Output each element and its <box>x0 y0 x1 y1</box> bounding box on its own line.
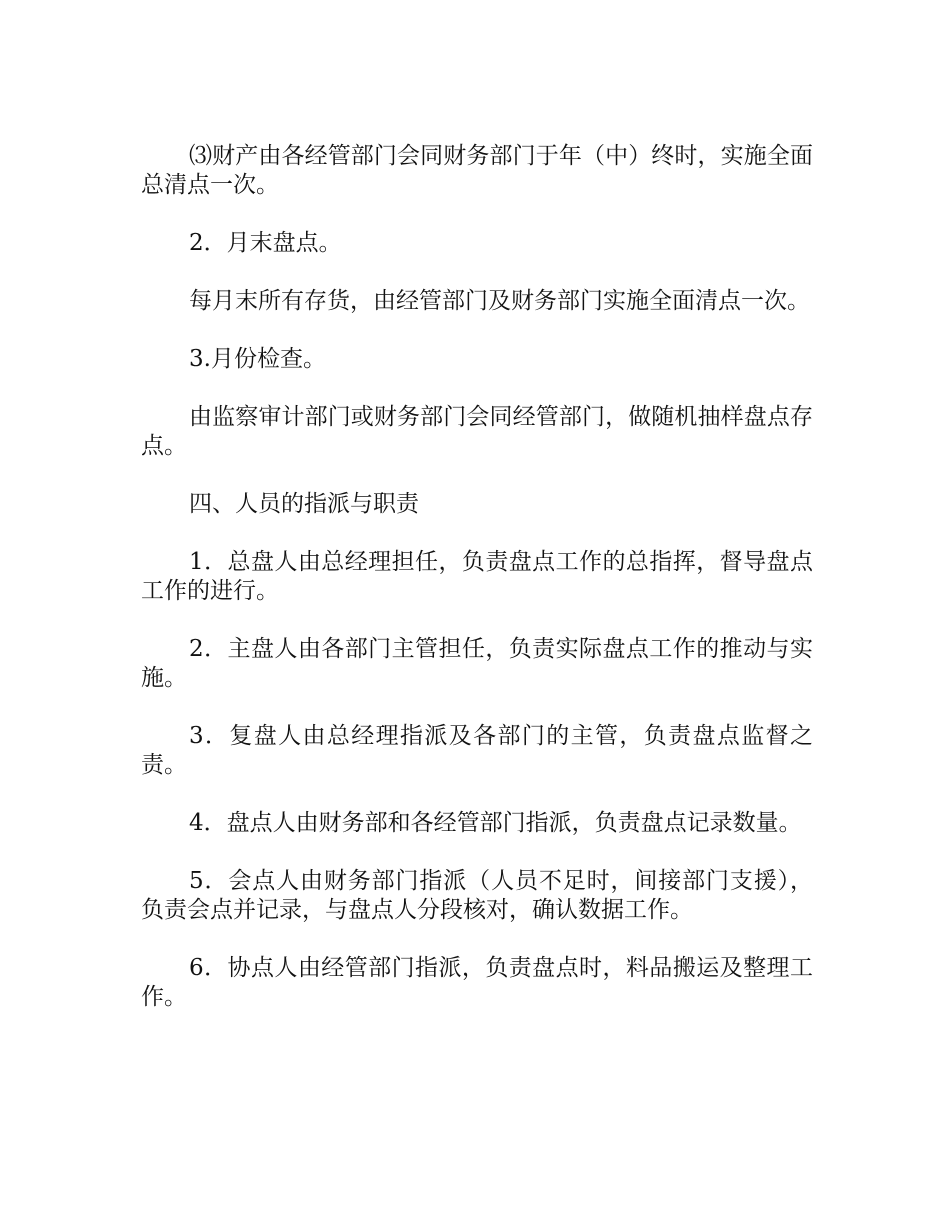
paragraph-monthly-check-body: 由监察审计部门或财务部门会同经管部门，做随机抽样盘点存点。 <box>141 404 813 459</box>
paragraph-role-assistant: 6．协点人由经管部门指派，负责盘点时，料品搬运及整理工作。 <box>141 955 813 1010</box>
paragraph-month-end-heading: 2．月末盘点。 <box>189 230 342 256</box>
document-body <box>141 142 813 1041</box>
paragraph-role-counter: 4．盘点人由财务部和各经管部门指派，负责盘点记录数量。 <box>189 810 802 836</box>
paragraph-monthly-check-heading: 3.月份检查。 <box>189 346 326 372</box>
paragraph-role-chief-counter: 1．总盘人由总经理担任，负责盘点工作的总指挥，督导盘点工作的进行。 <box>141 549 813 604</box>
paragraph-role-co-counter: 5．会点人由财务部门指派（人员不足时，间接部门支援），负责会点并记录，与盘点人分段核对，确认数据工作。 <box>141 868 813 923</box>
paragraph-role-main-counter: 2．主盘人由各部门主管担任，负责实际盘点工作的推动与实施。 <box>141 636 813 691</box>
section-heading-personnel: 四、人员的指派与职责 <box>189 491 419 517</box>
paragraph-role-recount: 3．复盘人由总经理指派及各部门的主管，负责盘点监督之责。 <box>141 723 813 778</box>
paragraph-month-end-body: 每月末所有存货，由经管部门及财务部门实施全面清点一次。 <box>189 288 810 314</box>
paragraph-property-annual-count: ⑶财产由各经管部门会同财务部门于年（中）终时，实施全面总清点一次。 <box>141 143 813 198</box>
